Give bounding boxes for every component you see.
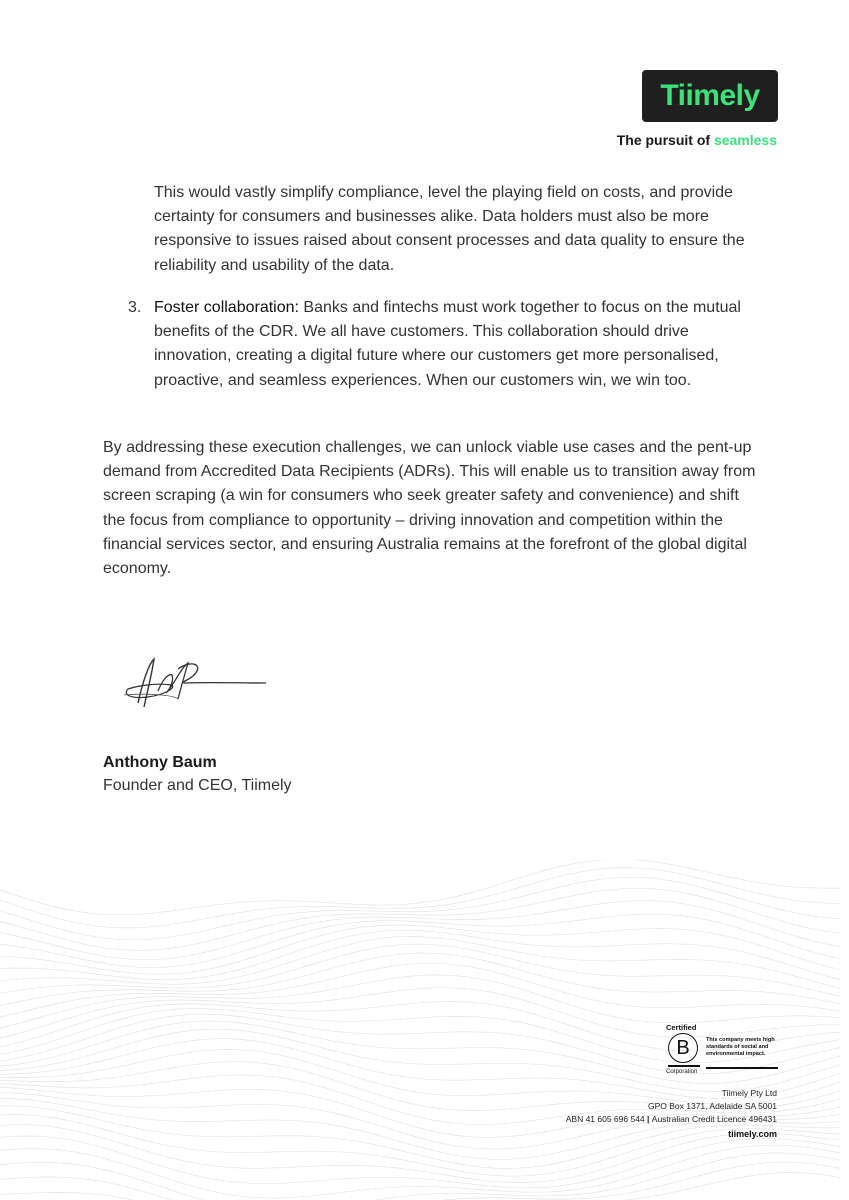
wave-line — [0, 914, 840, 967]
signer-title: Founder and CEO, Tiimely — [103, 777, 292, 794]
bcorp-letter: B — [676, 1036, 690, 1059]
wave-line — [0, 860, 840, 915]
b-corp-icon — [668, 1033, 698, 1063]
list-item-text: Banks and fintechs must work together to focus on the mutual benefits of the CDR. We all have customers. This collaboration should drive innovation, creating a digital future where our customers get more personalised, proactive, and seamless experiences. When our customers win, we win too. — [154, 299, 741, 389]
wave-line — [0, 888, 840, 950]
tagline-accent: seamless — [713, 132, 777, 148]
wave-line — [0, 1162, 840, 1200]
continuation-paragraph: This would vastly simplify compliance, level the playing field on costs, and provide certainty for consumers and businesses alike. Data holders must also be more responsive to issues raised about consent processes and data quality to ensure the reliability and usability of the data. — [154, 184, 745, 274]
wave-line — [0, 1173, 840, 1200]
bcorp-statement: This company meets high standards of social and environmental impact. — [706, 1037, 775, 1057]
company-address — [566, 1087, 777, 1126]
closing-paragraph: By addressing these execution challenges, we can unlock viable use cases and the pent-up demand from Accredited Data Recipients (ADRs). This will enable us to transition away from screen scraping (a win for consumers who seek greater safety and convenience) and shift the focus from compliance to opportunity – driving innovation and competition within the financial services sector, and ensuring Australia remains at the forefront of the global digital economy. — [103, 439, 756, 578]
tagline — [617, 132, 777, 148]
wave-line — [0, 868, 840, 928]
separator: | — [644, 1114, 652, 1124]
tagline-prefix: The pursuit of — [616, 132, 714, 148]
wave-line — [0, 975, 840, 1028]
website-link[interactable]: tiimely.com — [728, 1129, 777, 1139]
wave-line — [0, 1153, 840, 1200]
wave-line — [0, 1125, 840, 1183]
bcorp-divider — [668, 1065, 700, 1067]
list-item-body — [154, 296, 754, 393]
list-number: 3. — [128, 299, 142, 316]
po-box: GPO Box 1371, Adelaide SA 5001 — [647, 1101, 777, 1111]
bcorp-corporation-label: Corporation — [666, 1069, 698, 1075]
b-corp-badge — [666, 1023, 778, 1081]
company-name: Tiimely Pty Ltd — [721, 1088, 777, 1098]
logo-text: Tiimely — [660, 79, 760, 112]
list-item-title: Foster collaboration: — [154, 299, 299, 316]
bcorp-certified-label: Certified — [666, 1023, 697, 1032]
wave-line — [0, 901, 840, 960]
abn-licence-line — [566, 1113, 777, 1126]
signer-name: Anthony Baum — [103, 754, 217, 771]
abn: ABN 41 605 696 544 — [565, 1114, 645, 1124]
credit-licence: Australian Credit Licence 496431 — [651, 1114, 777, 1124]
tiimely-logo — [642, 70, 778, 122]
signature — [118, 655, 268, 715]
bcorp-rule — [706, 1067, 778, 1069]
